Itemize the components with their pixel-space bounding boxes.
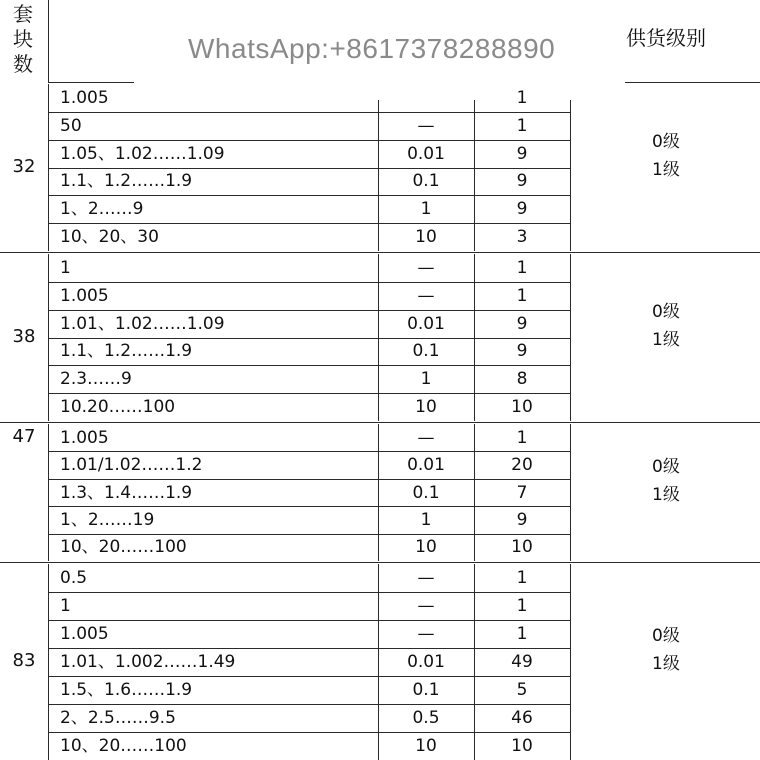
supply-level: 0级 [652,301,680,322]
count-cell: 9 [516,143,528,164]
step-cell: — [417,285,435,306]
supply-level: 1级 [652,484,680,505]
supply-level: 1级 [652,329,680,350]
step-cell: 10 [415,736,437,756]
step-cell: — [417,257,435,278]
spec-cell: 50 [60,115,82,136]
count-cell: 1 [516,87,528,108]
spec-cell: 1.005 [60,427,109,448]
spec-cell: 0.5 [60,568,88,588]
count-cell: 9 [516,313,528,334]
spec-cell: 1.01、1.02……1.09 [60,313,225,334]
header-rule-right [625,82,760,83]
step-cell: — [417,624,435,644]
spec-cell: 1.05、1.02……1.09 [60,143,225,164]
row-divider [48,704,570,705]
num-column-border [570,424,571,561]
spec-cell: 1.5、1.6……1.9 [60,680,193,700]
step-cell: 0.1 [412,680,440,700]
spec-cell: 1.1、1.2……1.9 [60,341,193,362]
count-cell: 7 [516,482,528,503]
group-separator [0,422,760,423]
count-cell: 1 [516,624,528,644]
group-separator [0,562,760,563]
header-divider [48,0,49,82]
row-divider [48,223,570,224]
supply-level: 0级 [652,626,680,646]
row-divider [48,365,570,366]
count-cell: 9 [516,171,528,192]
count-cell: 1 [516,115,528,136]
row-divider [48,195,570,196]
count-cell: 10 [511,537,533,558]
count-cell: 3 [516,227,528,248]
spec-cell: 1.005 [60,285,109,306]
row-divider [48,479,570,480]
num-column-border [570,564,571,760]
spec-cell: 1.1、1.2……1.9 [60,171,193,192]
step-cell: 1 [420,509,432,530]
step-cell: 1 [420,199,432,220]
step-cell: 1 [420,369,432,390]
spec-cell: 1 [60,257,71,278]
count-cell: 10 [511,397,533,418]
step-cell: 10 [415,397,437,418]
num-column-border [570,254,571,421]
row-divider [48,648,570,649]
row-divider [48,534,570,535]
step-cell: — [417,115,435,136]
header-rule [48,82,134,83]
row-divider [48,620,570,621]
row-divider [48,168,570,169]
group-block-count: 32 [12,155,36,177]
supply-level: 1级 [652,159,680,180]
supply-level: 0级 [652,456,680,477]
group-block-count: 83 [12,650,36,671]
num-column-border [570,100,571,251]
watermark-text: WhatsApp:+8617378288890 [188,33,556,64]
count-cell: 9 [516,199,528,220]
row-divider [48,282,570,283]
header-count-label: 套 块 数 [13,2,33,76]
step-cell: 0.01 [407,455,445,476]
supply-level: 0级 [652,131,680,152]
step-cell: 10 [415,537,437,558]
spec-cell: 10、20……100 [60,537,187,558]
group-separator [0,252,760,253]
spec-cell: 10.20……100 [60,397,176,418]
spec-cell: 1 [60,596,71,616]
step-cell: 0.01 [407,313,445,334]
step-cell: 0.1 [412,171,440,192]
count-cell: 1 [516,285,528,306]
row-divider [48,676,570,677]
count-cell: 9 [516,509,528,530]
header-level-label: 供货级别 [626,26,706,50]
spec-cell: 2、2.5……9.5 [60,708,176,728]
spec-cell: 1.005 [60,87,109,108]
step-cell: 0.01 [407,143,445,164]
group-block-count: 38 [12,325,36,347]
group-left-border [48,564,49,760]
count-cell: 49 [511,652,533,672]
spec-cell: 1.005 [60,624,109,644]
count-cell: 1 [516,596,528,616]
count-cell: 1 [516,257,528,278]
row-divider [48,506,570,507]
count-cell: 10 [511,736,533,756]
row-divider [48,338,570,339]
count-cell: 8 [516,369,528,390]
row-divider [48,393,570,394]
step-cell: 10 [415,227,437,248]
count-cell: 1 [516,568,528,588]
count-cell: 20 [511,455,533,476]
spec-cell: 10、20……100 [60,736,187,756]
spec-cell: 1、2……9 [60,199,144,220]
group-left-border [48,424,49,561]
spec-cell: 1、2……19 [60,509,155,530]
row-divider [48,112,570,113]
step-cell: — [417,596,435,616]
count-cell: 46 [511,708,533,728]
spec-cell: 1.01、1.002……1.49 [60,652,236,672]
spec-cell: 1.3、1.4……1.9 [60,482,193,503]
step-cell: 0.1 [412,341,440,362]
step-cell: — [417,427,435,448]
step-cell: 0.5 [412,708,440,728]
row-divider [48,310,570,311]
spec-cell: 1.01/1.02……1.2 [60,455,203,476]
step-cell: 0.01 [407,652,445,672]
supply-level: 1级 [652,654,680,674]
step-cell: 0.1 [412,482,440,503]
row-divider [48,732,570,733]
row-divider [48,451,570,452]
spec-cell: 10、20、30 [60,227,159,248]
row-divider [48,140,570,141]
count-cell: 1 [516,427,528,448]
count-cell: 9 [516,341,528,362]
row-divider [48,592,570,593]
step-cell: — [417,568,435,588]
group-block-count: 47 [12,426,36,447]
spec-cell: 2.3……9 [60,369,132,390]
count-cell: 5 [516,680,528,700]
